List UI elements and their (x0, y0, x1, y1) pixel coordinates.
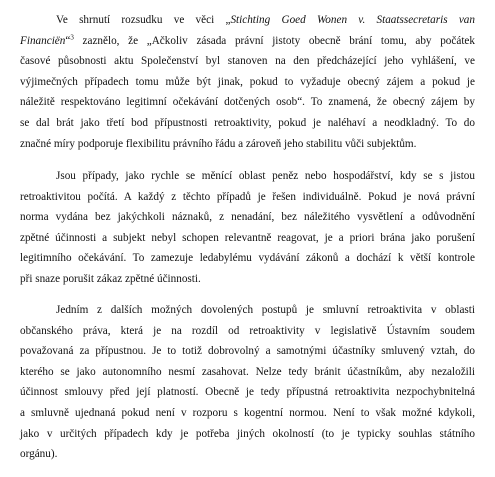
paragraph-2 (20, 166, 475, 290)
text-line: zpětné účinnosti a subjekt nebyl schopen relevantně reagovat, je a priori brána jako porušení (20, 231, 475, 244)
text-line: Jedním z dalších možných dovolených postupů je smluvní retroaktivita v oblasti (56, 304, 475, 316)
text-line: norma vydána bez jakýchkoli náznaků, z nenadání, bez náležitého vysvětlení a odůvodnění (20, 211, 475, 224)
text-line: Jsou případy, jako rychle se měnící oblast peněz nebo hospodářství, kdy se s jistou (56, 170, 475, 182)
paragraph-3 (20, 300, 475, 465)
text-line: se dal brát jako třetí bod přípustnosti retroaktivity, pokud je naléhaví a neodkladný. To do (20, 116, 475, 129)
text-line: účinnost smlouvy před její platností. Obecně je tedy přípustná retroaktivita nezpochybnitelná (20, 386, 475, 399)
paragraph-1 (20, 10, 475, 154)
text-line: Financiën“$^3$ zaznělo, že „Ačkoliv zásada právní jistoty obecně brání tomu, aby počátek (20, 32, 475, 47)
text-line: časové působnosti aktu Společenství byl stanoven na den předcházející jeho vyhlášení, ve (20, 55, 475, 68)
text-line: občanského práva, která je na rozdíl od retroaktivity v legislativě Ústavním soudem (20, 324, 475, 337)
text-line: kterého se jako autonomního nesmí zasahovat. Nelze tedy bránit účastníkům, aby nezaložili (20, 365, 475, 378)
text-line: značné míry podporuje flexibilitu právního řádu a zároveň jeho stabilitu vůči subjektům. (20, 137, 417, 150)
text-line: při snaze porušit zákaz zpětné účinnosti. (20, 272, 201, 285)
text-line: výjimečných případech tomu může být jinak, pokud to vyžaduje obecný zájem a pokud je (20, 75, 475, 88)
text-line: retroaktivitou počítá. A každý z těchto případů je řešen individuálně. Pokud je nová právní (20, 190, 475, 203)
text-line: Ve shrnutí rozsudku ve věci „Stichting Goed Wonen v. Staatssecretaris van (56, 14, 475, 26)
text-line: náležitě respektováno legitimní očekávání dotčených osob“. To znamená, že obecný zájem by (20, 96, 475, 109)
text-line: a smluvně ujednaná pokud není v rozporu s kogentní normou. Není to však možné kdykoli, (20, 406, 475, 419)
text-line: považovaná za přípustnou. Je to totiž dobrovolný a samotnými účastníky smluvený vztah, do (20, 345, 475, 358)
footnote-ref[interactable]: 3 (70, 32, 74, 41)
text-line: orgánu). (20, 448, 58, 461)
text-line: legitimního očekávání. To zamezuje ledabylému vydávání zákonů a dochází k větší kontrole (20, 252, 475, 265)
text-line: jako v určitých případech kdy je potřeba jiných okolností (to je typicky souhlas státního (20, 427, 475, 440)
